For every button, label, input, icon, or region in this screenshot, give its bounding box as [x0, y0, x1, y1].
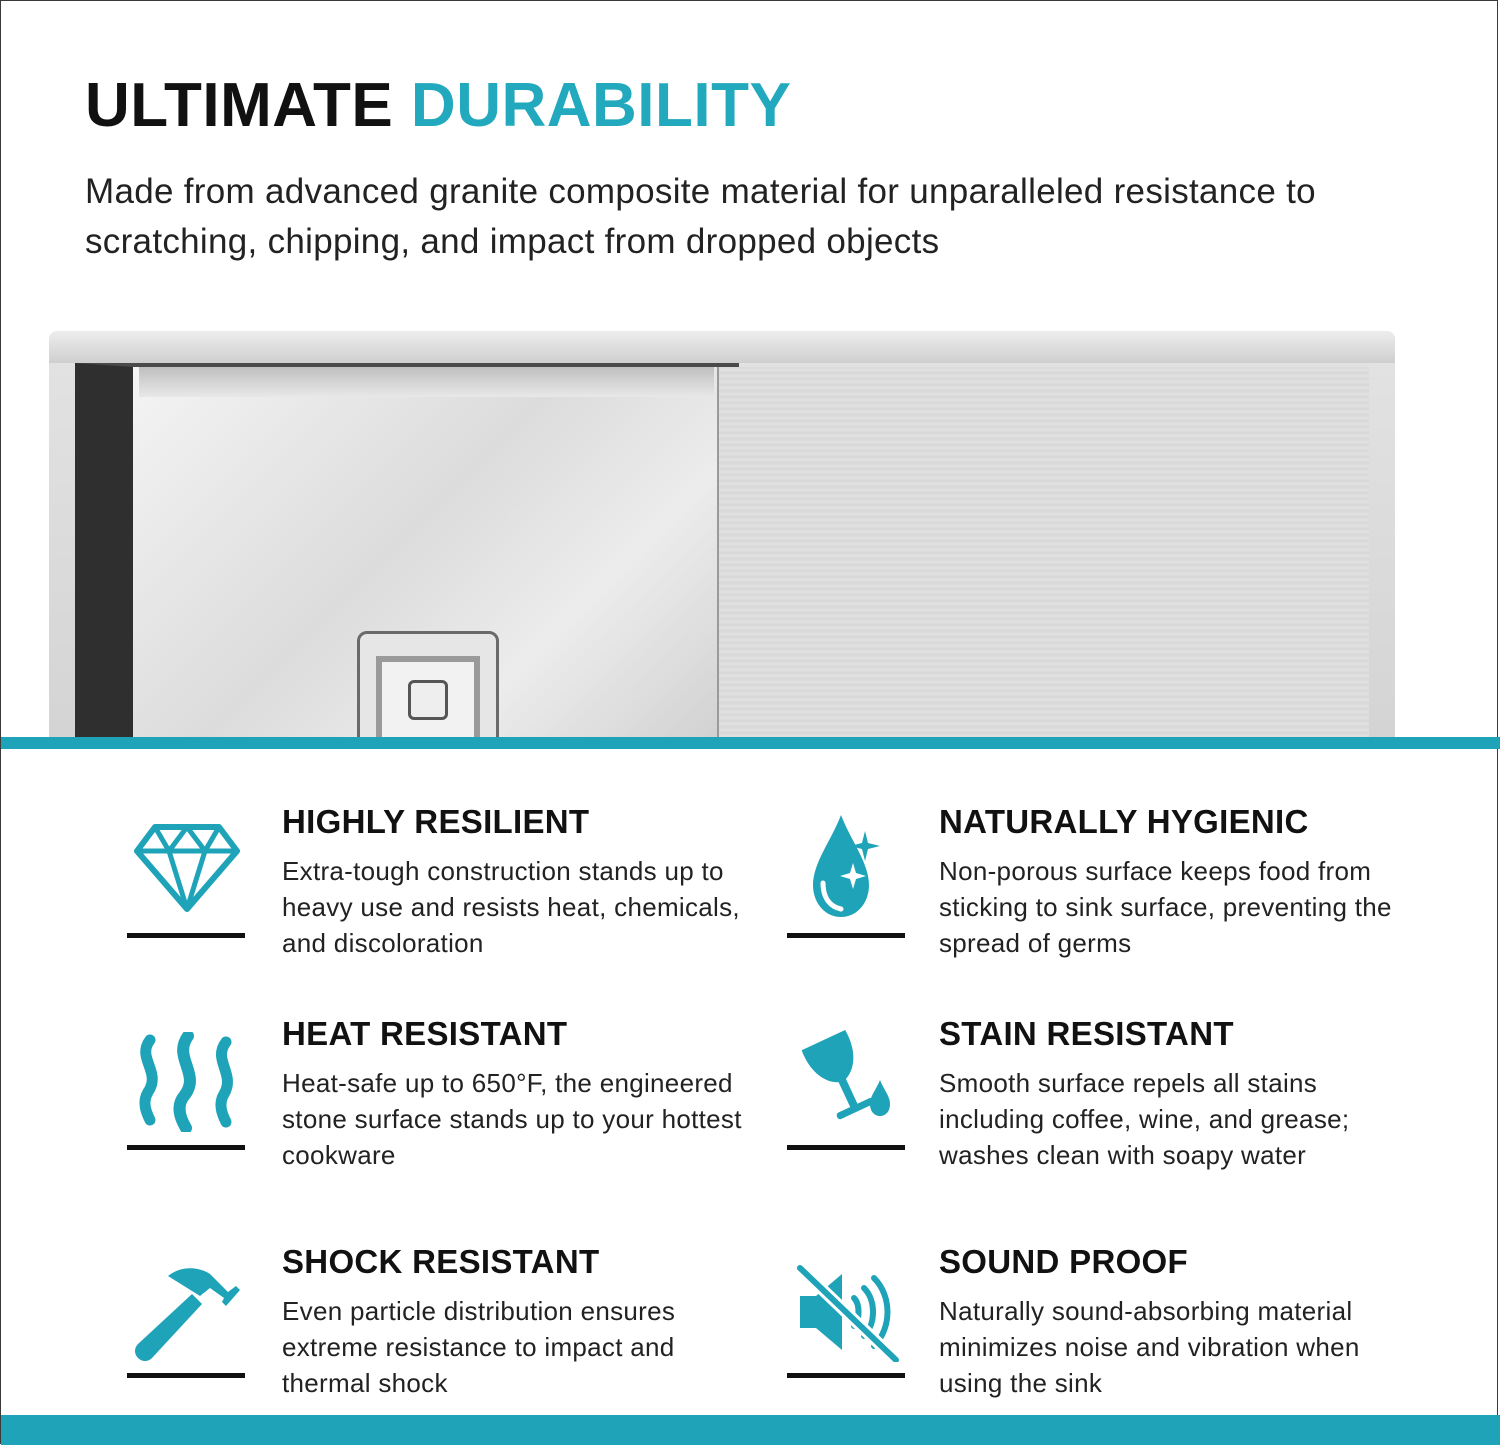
sink-drain-core — [408, 680, 448, 720]
feature-text: Non-porous surface keeps food from sticking to sink surface, preventing the spread of germs — [939, 856, 1392, 958]
feature-text: Even particle distribution ensures extreme resistance to impact and thermal shock — [282, 1296, 676, 1398]
feature-title: SHOCK RESISTANT — [282, 1243, 600, 1280]
feature-text: Smooth surface repels all stains including coffee, wine, and grease; washes clean with soapy water — [939, 1068, 1350, 1170]
droplet-sparkle-icon — [787, 811, 907, 921]
feature-title: STAIN RESISTANT — [939, 1015, 1234, 1052]
feature-sound-proof — [787, 1243, 1407, 1409]
accent-band-bottom — [1, 1415, 1500, 1445]
speaker-muted-icon — [787, 1257, 907, 1367]
accent-band-top — [1, 737, 1500, 749]
title-main: ULTIMATE — [85, 71, 394, 140]
feature-text: Heat-safe up to 650°F, the engineered stone surface stands up to your hottest cookware — [282, 1068, 742, 1170]
feature-shock-resistant — [127, 1243, 747, 1409]
diamond-icon — [127, 813, 247, 923]
feature-highly-resilient — [127, 803, 747, 969]
hammer-icon — [127, 1257, 247, 1367]
feature-stain-resistant — [787, 1015, 1407, 1181]
feature-title: HIGHLY RESILIENT — [282, 803, 590, 840]
feature-heat-resistant — [127, 1015, 747, 1181]
page-subtitle: Made from advanced granite composite material for unparalleled resistance to scratching, chipping, and impact from dropped objects — [85, 172, 1316, 261]
wine-glass-spill-icon — [787, 1025, 907, 1135]
sink-rim — [49, 331, 1395, 363]
sink-basin-edge — [139, 367, 714, 397]
feature-title: NATURALLY HYGIENIC — [939, 803, 1309, 840]
feature-rule — [127, 933, 245, 938]
feature-naturally-hygienic — [787, 803, 1407, 969]
sink-drainboard — [717, 367, 1369, 737]
feature-text: Naturally sound-absorbing material minimizes noise and vibration when using the sink — [939, 1296, 1360, 1398]
feature-rule — [787, 1145, 905, 1150]
page-title — [85, 71, 791, 141]
heat-waves-icon — [127, 1027, 247, 1137]
feature-rule — [127, 1373, 245, 1378]
feature-rule — [787, 933, 905, 938]
feature-title: SOUND PROOF — [939, 1243, 1188, 1280]
feature-rule — [127, 1145, 245, 1150]
feature-rule — [787, 1373, 905, 1378]
sink-image — [49, 331, 1395, 737]
sink-drain — [357, 631, 499, 737]
feature-title: HEAT RESISTANT — [282, 1015, 568, 1052]
feature-text: Extra-tough construction stands up to heavy use and resists heat, chemicals, and discoloration — [282, 856, 740, 958]
sink-drain-strainer — [376, 656, 480, 737]
title-accent: DURABILITY — [410, 71, 792, 140]
